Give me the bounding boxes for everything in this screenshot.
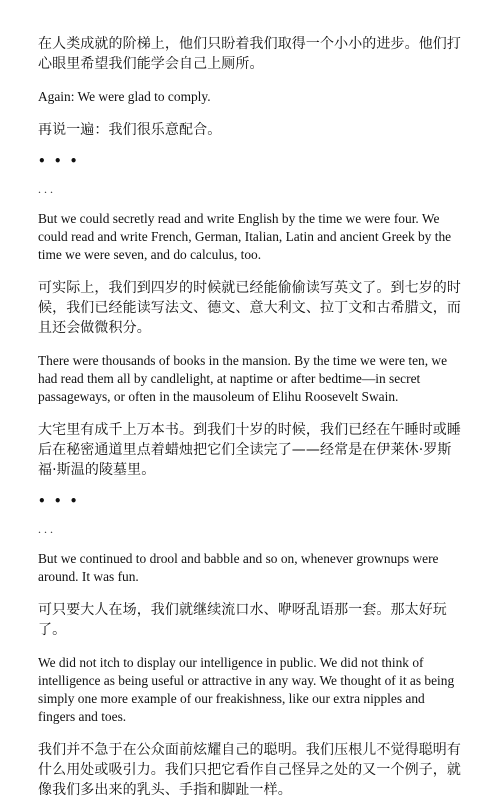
paragraph-en-6: There were thousands of books in the mansion. By the time we were ten, we had read them all by candlelight, at naptime or after bedtime—in secret passageways, or often in the mausoleum of Elihu Roosevelt Swain. — [38, 353, 448, 404]
paragraph-en-4: But we could secretly read and write English by the time we were four. We could read and write French, German, Italian, Latin and ancient Greek by the time we were seven, and do calculus, too. — [38, 211, 452, 262]
paragraph-zh-7: 大宅里有成千上万本书。到我们十岁的时候，我们已经在午睡时或睡后在秘密通道里点着蜡烛把它们全读完了——经常是在伊莱休·罗斯福·斯温的陵墓里。 — [38, 422, 461, 478]
section-separator-dots: . . . — [38, 182, 53, 196]
paragraph-en-2: Again: We were glad to comply. — [38, 89, 211, 104]
section-separator-bullets: • • • — [38, 154, 80, 168]
paragraph-zh-11: 我们并不急于在公众面前炫耀自己的聪明。我们压根儿不觉得聪明有什么用处或吸引力。我们只把它看作自己怪异之处的又一个例子，就像我们多出来的乳头、手指和脚趾一样。 — [38, 742, 461, 798]
section-separator-bullets-2: • • • — [38, 494, 80, 508]
paragraph-zh-9: 可只要大人在场，我们就继续流口水、咿呀乱语那一套。那太好玩了。 — [38, 602, 447, 638]
paragraph-zh-1: 在人类成就的阶梯上，他们只盼着我们取得一个小小的进步。他们打心眼里希望我们能学会自己上厕所。 — [38, 36, 461, 72]
paragraph-zh-3: 再说一遍：我们很乐意配合。 — [38, 122, 222, 138]
paragraph-en-8: But we continued to drool and babble and so on, whenever grownups were around. It was fun. — [38, 551, 439, 584]
paragraph-en-10: We did not itch to display our intelligence in public. We did not think of intelligence as being useful or attractive in any way. We thought of it as being simply one more example of our freakishness, like our extra nipples and fingers and toes. — [38, 655, 455, 724]
section-separator-dots-2: . . . — [38, 522, 53, 536]
paragraph-zh-5: 可实际上，我们到四岁的时候就已经能偷偷读写英文了。到七岁的时候，我们已经能读写法文、德文、意大利文、拉丁文和古希腊文，而且还会做微积分。 — [38, 280, 461, 336]
